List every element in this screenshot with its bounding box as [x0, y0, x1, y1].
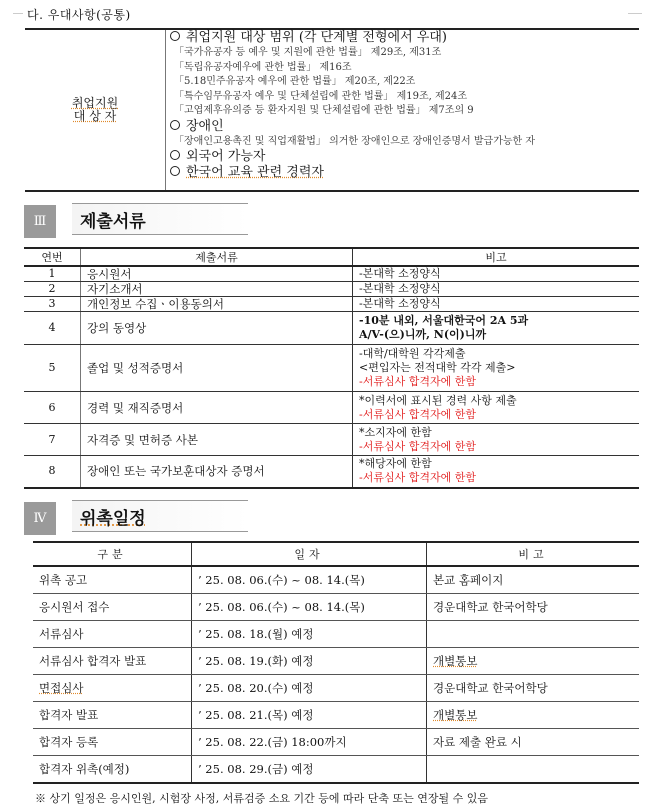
- table-row: 서류심사 합격자 발표 ’ 25. 08. 19.(화) 예정 개별통보: [33, 648, 639, 675]
- section-title-preference: 다. 우대사항(공통): [27, 8, 131, 22]
- table-row: 응시원서 접수 ’ 25. 08. 06.(수) ~ 08. 14.(목) 경운대학교 한국어학당: [33, 594, 639, 621]
- circle-bullet-icon: [170, 31, 180, 41]
- preference-law-item: 「국가유공자 등 예우 및 지원에 관한 법률」 제29조, 제31조: [174, 47, 442, 58]
- table-header-row: [24, 248, 639, 266]
- preference-bullet: 취업지원 대상 범위 (각 단계별 전형에서 우대): [170, 30, 639, 46]
- documents-table: [24, 247, 639, 489]
- table-row: 합격자 위촉(예정) ’ 25. 08. 29.(금) 예정: [33, 756, 639, 784]
- column-header: 구분: [33, 542, 192, 566]
- table-row: 서류심사 ’ 25. 08. 18.(월) 예정: [33, 621, 639, 648]
- table-row: 3 개인정보 수집ㆍ이용동의서 -본대학 소정양식: [24, 297, 639, 312]
- section-number-badge: Ⅲ: [24, 205, 56, 238]
- column-header: 비고: [353, 248, 640, 266]
- preference-law-item: 「특수임무유공자 예우 및 단체설립에 관한 법률」 제19조, 제24조: [174, 90, 468, 102]
- schedule-footnote: ※ 상기 일정은 응시인원, 시험장 사정, 서류검증 소요 기간 등에 따라 단축 또는 연장될 수 있음: [35, 792, 488, 805]
- table-row: 6 경력 및 재직증명서 *이력서에 표시된 경력 사항 제출 -서류심사 합격자에 한함: [24, 392, 639, 424]
- table-header-row: [33, 542, 639, 566]
- preference-label-line2: 대 상 자: [73, 109, 117, 123]
- column-header: 비고: [427, 542, 640, 566]
- preference-law-item: 「장애인고용촉진 및 직업재활법」 의거한 장애인으로 장애인증명서 발급가능한 자: [174, 135, 536, 147]
- preference-law-item: 「5.18민주유공자 예우에 관한 법률」 제20조, 제22조: [174, 76, 416, 87]
- table-row: 7 자격증 및 면허증 사본 *소지자에 한함 -서류심사 합격자에 한함: [24, 424, 639, 456]
- table-row: 1 응시원서 -본대학 소정양식: [24, 266, 639, 282]
- circle-bullet-icon: [170, 120, 180, 130]
- column-header: 일자: [192, 542, 427, 566]
- preference-content: [170, 30, 639, 181]
- preference-law-item: 「고엽제후유의증 등 환자지원 및 단체설립에 관한 법률」 제7조의 9: [174, 105, 474, 116]
- table-row: 5 졸업 및 성적증명서 -대학/대학원 각각제출 <편입자는 전적대학 각각 제출> -서류심사 합격자에 한함: [24, 345, 639, 392]
- preference-table: [25, 28, 639, 192]
- table-row: 위촉 공고 ’ 25. 08. 06.(수) ~ 08. 14.(목) 본교 홈페이지: [33, 566, 639, 594]
- preference-law-item: 「독립유공자예우에 관한 법률」 제16조: [174, 61, 352, 73]
- section-heading: 제출서류: [72, 203, 248, 235]
- preference-label-line1: 취업지원: [71, 96, 119, 110]
- table-row: 4 강의 동영상 -10분 내외, 서울대한국어 2A 5과 A/V-(으)니까, N(이)니까: [24, 312, 639, 345]
- section-number-badge: Ⅳ: [24, 502, 56, 535]
- column-header: 제출서류: [81, 248, 353, 266]
- table-row: 합격자 발표 ’ 25. 08. 21.(목) 예정 개별통보: [33, 702, 639, 729]
- circle-bullet-icon: [170, 166, 180, 176]
- schedule-table: [33, 541, 639, 784]
- table-row: 2 자기소개서 -본대학 소정양식: [24, 282, 639, 297]
- page-margin-mark-right: [628, 13, 642, 14]
- preference-bullet: 장애인: [170, 119, 639, 135]
- table-row: 면접심사 ’ 25. 08. 20.(수) 예정 경운대학교 한국어학당: [33, 675, 639, 702]
- circle-bullet-icon: [170, 150, 180, 160]
- preference-bullet: 한국어 교육 관련 경력자: [170, 165, 639, 181]
- table-row: 8 장애인 또는 국가보훈대상자 증명서 *해당자에 한함 -서류심사 합격자에 한함: [24, 456, 639, 488]
- page-margin-mark-left: [13, 13, 23, 14]
- preference-label-cell: [25, 30, 166, 190]
- section-heading: 위촉일정: [72, 500, 248, 532]
- column-header: 연번: [24, 248, 81, 266]
- table-row: 합격자 등록 ’ 25. 08. 22.(금) 18:00까지 자료 제출 완료 시: [33, 729, 639, 756]
- preference-bullet: 외국어 가능자: [170, 149, 639, 165]
